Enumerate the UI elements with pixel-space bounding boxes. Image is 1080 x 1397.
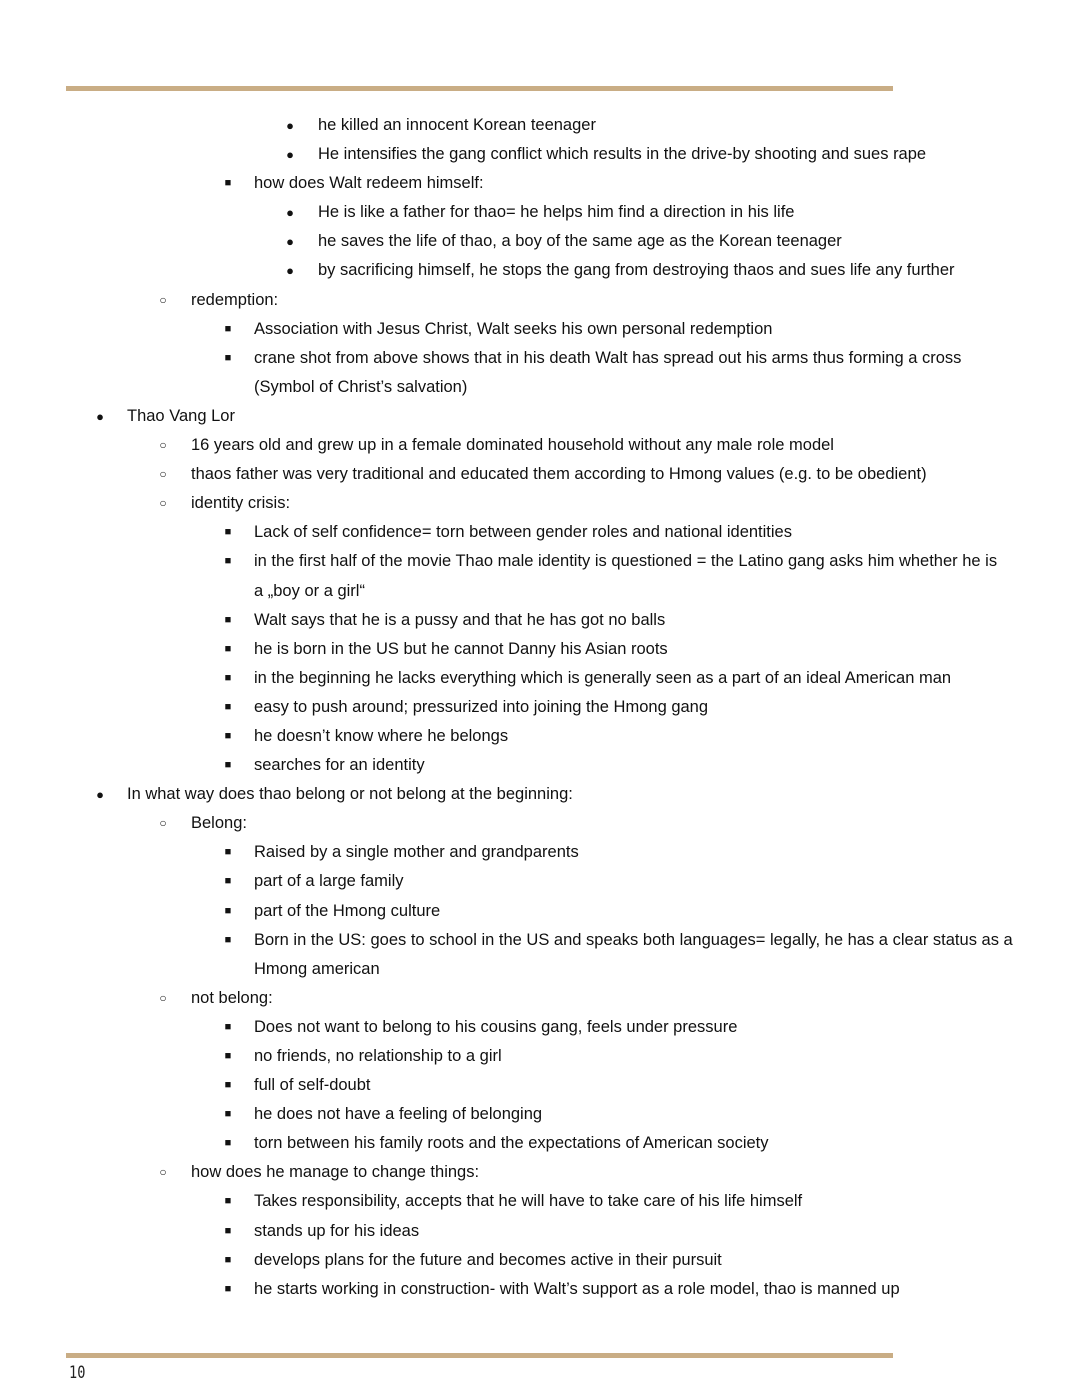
list-item xyxy=(0,1275,1080,1304)
list-item-text: by sacrificing himself, he stops the gang from destroying thaos and sues life any further xyxy=(318,261,955,280)
bullet-icon: ■ xyxy=(224,671,232,684)
list-item xyxy=(0,169,1080,198)
list-item-text: searches for an identity xyxy=(254,756,425,775)
list-item-text: he saves the life of thao, a boy of the same age as the Korean teenager xyxy=(318,232,842,251)
bullet-icon: ● xyxy=(96,787,104,803)
list-item xyxy=(0,664,1080,693)
list-item-text: torn between his family roots and the expectations of American society xyxy=(254,1134,769,1153)
list-item-text: develops plans for the future and becomes active in their pursuit xyxy=(254,1250,722,1269)
bullet-icon: ■ xyxy=(224,526,232,539)
list-item-text: Takes responsibility, accepts that he will have to take care of his life himself xyxy=(254,1192,803,1211)
list-item-continuation xyxy=(0,373,1080,402)
bullet-icon: ○ xyxy=(159,496,167,511)
list-item-text: how does he manage to change things: xyxy=(191,1163,480,1182)
list-item-text: thaos father was very traditional and educated them according to Hmong values (e.g. to be obedient) xyxy=(191,465,927,484)
bullet-icon: ● xyxy=(286,205,294,221)
list-item xyxy=(0,693,1080,722)
list-item-text: in the beginning he lacks everything which is generally seen as a part of an ideal American man xyxy=(254,668,952,687)
bullet-icon: ■ xyxy=(224,1224,232,1237)
bullet-icon: ■ xyxy=(224,729,232,742)
list-item-text: crane shot from above shows that in his death Walt has spread out his arms thus forming a cross xyxy=(254,348,962,367)
list-item-text: in the first half of the movie Thao male identity is questioned = the Latino gang asks him whether he is xyxy=(254,552,998,571)
bullet-icon: ■ xyxy=(224,613,232,626)
list-item xyxy=(0,344,1080,373)
list-item xyxy=(0,256,1080,285)
list-item-text: Lack of self confidence= torn between gender roles and national identities xyxy=(254,523,792,542)
list-item xyxy=(0,402,1080,431)
bullet-icon: ● xyxy=(96,408,104,424)
list-item xyxy=(0,984,1080,1013)
list-item xyxy=(0,547,1080,576)
list-item-text: full of self-doubt xyxy=(254,1076,371,1095)
list-item xyxy=(0,809,1080,838)
bullet-icon: ■ xyxy=(224,177,232,190)
list-item xyxy=(0,751,1080,780)
list-item xyxy=(0,460,1080,489)
bullet-icon: ■ xyxy=(224,322,232,335)
list-item-text: Thao Vang Lor xyxy=(127,406,235,425)
bullet-icon: ● xyxy=(286,234,294,250)
list-item xyxy=(0,431,1080,460)
bullet-icon: ■ xyxy=(224,1282,232,1295)
bullet-icon: ■ xyxy=(224,700,232,713)
list-item-text: not belong: xyxy=(191,988,273,1007)
list-item xyxy=(0,722,1080,751)
bullet-icon: ■ xyxy=(224,875,232,888)
bullet-icon: ■ xyxy=(224,351,232,364)
list-item-text: a „boy or a girl“ xyxy=(254,581,365,600)
list-item xyxy=(0,1100,1080,1129)
bullet-icon: ● xyxy=(286,147,294,163)
list-item-continuation xyxy=(0,955,1080,984)
bullet-icon: ■ xyxy=(224,555,232,568)
list-item xyxy=(0,635,1080,664)
page-number: 10 xyxy=(69,1363,86,1383)
list-item xyxy=(0,926,1080,955)
bullet-icon: ○ xyxy=(159,816,167,831)
list-item xyxy=(0,1042,1080,1071)
list-item xyxy=(0,867,1080,896)
list-item xyxy=(0,1129,1080,1158)
bullet-icon: ● xyxy=(286,118,294,133)
list-item xyxy=(0,198,1080,227)
list-item-text: He intensifies the gang conflict which results in the drive-by shooting and sues rape xyxy=(318,145,927,164)
list-item-text: no friends, no relationship to a girl xyxy=(254,1047,502,1065)
list-item xyxy=(0,838,1080,867)
list-item xyxy=(0,1217,1080,1246)
list-item-continuation xyxy=(0,577,1080,606)
bullet-icon: ■ xyxy=(224,1137,232,1150)
bullet-icon: ■ xyxy=(224,846,232,859)
list-item-text: he is born in the US but he cannot Danny his Asian roots xyxy=(254,639,668,658)
bullet-icon: ■ xyxy=(224,759,232,772)
list-item xyxy=(0,1158,1080,1187)
list-item xyxy=(0,315,1080,344)
list-item xyxy=(0,1071,1080,1100)
list-item xyxy=(0,140,1080,169)
bullet-icon: ■ xyxy=(224,1079,232,1092)
list-item-text: he doesn’t know where he belongs xyxy=(254,726,509,745)
list-item-text: identity crisis: xyxy=(191,494,291,513)
list-item-text: Raised by a single mother and grandparents xyxy=(254,843,579,862)
bullet-icon: ○ xyxy=(159,990,167,1005)
list-item-text: 16 years old and grew up in a female dominated household without any male role model xyxy=(191,436,834,455)
list-item-text: part of the Hmong culture xyxy=(254,901,441,920)
list-item-text: Belong: xyxy=(191,814,247,833)
list-item xyxy=(0,780,1080,809)
list-item xyxy=(0,286,1080,315)
list-item-text: Hmong american xyxy=(254,959,380,978)
list-item-text: (Symbol of Christ’s salvation) xyxy=(254,377,468,396)
list-item-text: he does not have a feeling of belonging xyxy=(254,1105,543,1124)
bullet-icon: ■ xyxy=(224,1020,232,1033)
bullet-icon: ■ xyxy=(224,1195,232,1208)
list-item xyxy=(0,897,1080,926)
list-item-text: easy to push around; pressurized into joining the Hmong gang xyxy=(254,697,709,716)
list-item xyxy=(0,1246,1080,1275)
bullet-icon: ■ xyxy=(224,1050,232,1062)
list-item-text: In what way does thao belong or not belong at the beginning: xyxy=(127,785,573,804)
bottom-rule xyxy=(66,1353,893,1358)
bullet-icon: ● xyxy=(286,263,294,279)
list-item-text: Born in the US: goes to school in the US and speaks both languages= legally, he has a clear status as a xyxy=(254,930,1013,949)
list-item xyxy=(0,227,1080,256)
list-item-text: He is like a father for thao= he helps him find a direction in his life xyxy=(318,203,795,222)
list-item xyxy=(0,489,1080,518)
top-rule xyxy=(66,86,893,91)
notes-list xyxy=(0,111,1080,1304)
bullet-icon: ■ xyxy=(224,904,232,917)
list-item-text: Walt says that he is a pussy and that he has got no balls xyxy=(254,610,666,629)
bullet-icon: ○ xyxy=(159,438,167,453)
bullet-icon: ○ xyxy=(159,467,167,482)
bullet-icon: ■ xyxy=(224,642,232,655)
list-item xyxy=(0,606,1080,635)
bullet-icon: ○ xyxy=(159,1165,167,1180)
list-item-text: how does Walt redeem himself: xyxy=(254,174,484,193)
list-item-text: Association with Jesus Christ, Walt seeks his own personal redemption xyxy=(254,319,773,338)
list-item-text: part of a large family xyxy=(254,872,404,891)
bullet-icon: ○ xyxy=(159,292,167,307)
list-item-text: stands up for his ideas xyxy=(254,1221,420,1240)
list-item-text: he starts working in construction- with Walt’s support as a role model, thao is manned up xyxy=(254,1279,900,1298)
bullet-icon: ■ xyxy=(224,933,232,946)
bullet-icon: ■ xyxy=(224,1253,232,1266)
list-item xyxy=(0,1187,1080,1216)
list-item-text: Does not want to belong to his cousins gang, feels under pressure xyxy=(254,1017,738,1036)
list-item-text: he killed an innocent Korean teenager xyxy=(318,116,596,134)
list-item xyxy=(0,111,1080,140)
list-item xyxy=(0,518,1080,547)
list-item xyxy=(0,1013,1080,1042)
bullet-icon: ■ xyxy=(224,1108,232,1121)
list-item-text: redemption: xyxy=(191,290,279,309)
